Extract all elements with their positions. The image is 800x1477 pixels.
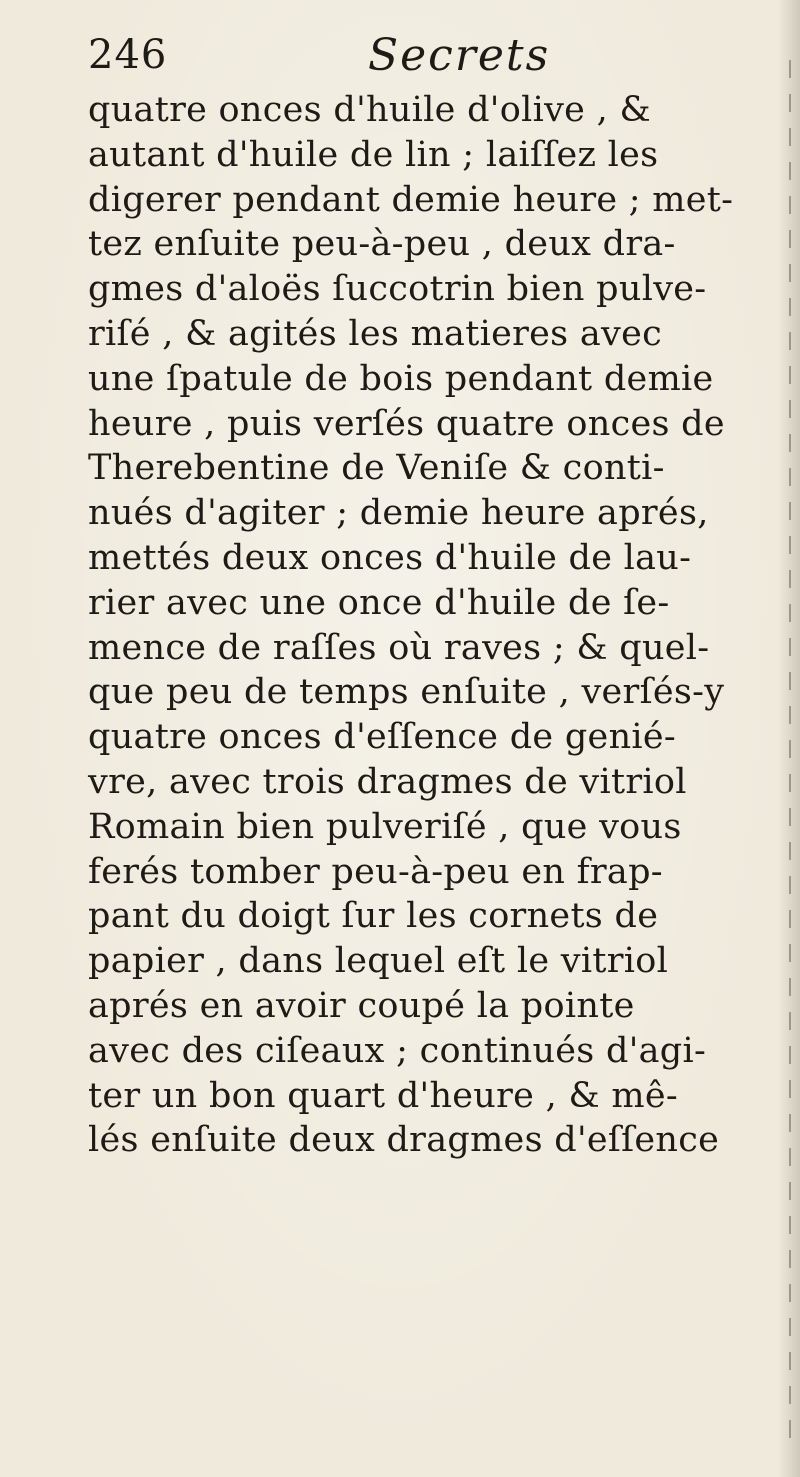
text-line: papier , dans lequel eſt le vitriol	[88, 941, 669, 982]
text-line: que peu de temps enſuite , verſés-y	[88, 672, 725, 713]
page-edge-stain	[789, 60, 791, 1440]
text-line: mettés deux onces d'huile de lau-	[88, 537, 692, 578]
text-line: lés enſuite deux dragmes d'eſſence	[88, 1120, 720, 1161]
page-number: 246	[88, 32, 168, 78]
text-line: ter un bon quart d'heure , & mê-	[88, 1075, 678, 1116]
text-line: pant du doigt ſur les cornets de	[88, 896, 659, 937]
text-line: riſé , & agités les matieres avec	[88, 313, 662, 354]
text-line: autant d'huile de lin ; laiſſez les	[88, 134, 659, 175]
text-line: mence de raſſes où raves ; & quel-	[88, 627, 710, 668]
text-line: tez enſuite peu-à-peu , deux dra-	[88, 224, 676, 265]
body-text	[88, 88, 778, 1163]
text-line: quatre onces d'huile d'olive , &	[88, 90, 651, 130]
text-line: gmes d'aloës ſuccotrin bien pulve-	[88, 269, 707, 310]
text-line: digerer pendant demie heure ; met-	[88, 179, 734, 220]
text-line: Therebentine de Veniſe & conti-	[88, 448, 665, 489]
text-line: heure , puis verſés quatre onces de	[88, 403, 725, 444]
text-line: aprés en avoir coupé la pointe	[88, 985, 635, 1026]
running-head: Secrets	[368, 30, 551, 81]
text-line: Romain bien pulveriſé , que vous	[88, 806, 682, 847]
text-line: vre, avec trois dragmes de vitriol	[88, 761, 687, 802]
text-line: rier avec une once d'huile de ſe-	[88, 582, 670, 623]
text-line: quatre onces d'eſſence de genié-	[88, 717, 677, 758]
text-line: ferés tomber peu-à-peu en frap-	[88, 851, 663, 892]
text-line: avec des ciſeaux ; continués d'agi-	[88, 1030, 707, 1071]
page-header	[88, 30, 728, 90]
text-line: une ſpatule de bois pendant demie	[88, 358, 714, 399]
text-line: nués d'agiter ; demie heure aprés,	[88, 493, 709, 534]
